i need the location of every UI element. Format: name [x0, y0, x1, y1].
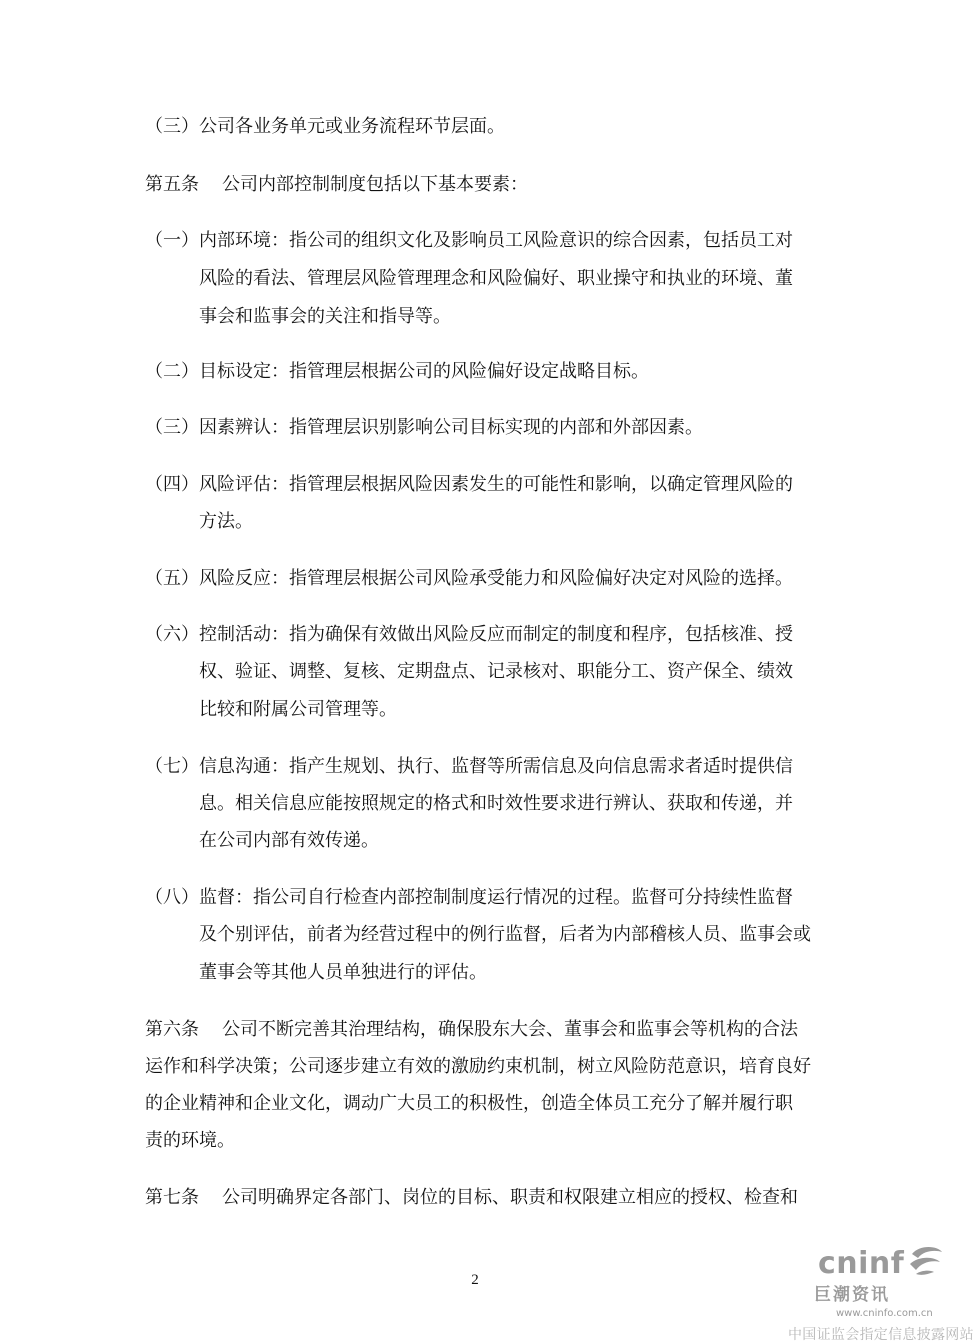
- cninfo-watermark: [778, 1240, 974, 1344]
- article-marker: 第五条: [145, 174, 199, 195]
- body-line: 在公司内部有效传递。: [199, 830, 379, 851]
- item-marker: （五）: [145, 568, 199, 589]
- article-marker: 第七条: [145, 1187, 199, 1208]
- body-line: 息。相关信息应能按照规定的格式和时效性要求进行辨认、获取和传递，并: [199, 793, 793, 814]
- watermark-logo-text: cninf: [818, 1246, 905, 1281]
- body-line: 内部环境：指公司的组织文化及影响员工风险意识的综合因素，包括员工对: [199, 230, 793, 251]
- body-line: 公司不断完善其治理结构，确保股东大会、董事会和监事会等机构的合法: [222, 1019, 798, 1040]
- item-marker: （二）: [145, 361, 199, 382]
- body-line: 公司内部控制制度包括以下基本要素：: [222, 174, 528, 195]
- body-line: 信息沟通：指产生规划、执行、监督等所需信息及向信息需求者适时提供信: [199, 756, 793, 777]
- body-line: 监督：指公司自行检查内部控制制度运行情况的过程。监督可分持续性监督: [199, 887, 793, 908]
- body-line: 风险反应：指管理层根据公司风险承受能力和风险偏好决定对风险的选择。: [199, 568, 793, 589]
- body-line: 权、验证、调整、复核、定期盘点、记录核对、职能分工、资产保全、绩效: [199, 661, 793, 682]
- watermark-url: www.cninfo.com.cn: [836, 1308, 933, 1319]
- body-line: 责的环境。: [145, 1130, 235, 1151]
- item-marker: （六）: [145, 624, 199, 645]
- item-marker: （三）: [145, 417, 199, 438]
- body-line: 比较和附属公司管理等。: [199, 699, 397, 720]
- body-line: 公司明确界定各部门、岗位的目标、职责和权限建立相应的授权、检查和: [222, 1187, 798, 1208]
- body-line: 风险的看法、管理层风险管理理念和风险偏好、职业操守和执业的环境、董: [199, 268, 793, 289]
- page-number: 2: [471, 1272, 479, 1288]
- body-line: 风险评估：指管理层根据风险因素发生的可能性和影响，以确定管理风险的: [199, 474, 793, 495]
- item-marker: （三）: [145, 116, 199, 137]
- body-line: 事会和监事会的关注和指导等。: [199, 306, 451, 327]
- item-marker: （一）: [145, 230, 199, 251]
- item-marker: （八）: [145, 887, 199, 908]
- body-line: 控制活动：指为确保有效做出风险反应而制定的制度和程序，包括核准、授: [199, 624, 793, 645]
- article-marker: 第六条: [145, 1019, 199, 1040]
- body-line: 的企业精神和企业文化，调动广大员工的积极性，创造全体员工充分了解并履行职: [145, 1093, 793, 1114]
- body-line: 董事会等其他人员单独进行的评估。: [199, 962, 487, 983]
- item-marker: （四）: [145, 474, 199, 495]
- body-line: 目标设定：指管理层根据公司的风险偏好设定战略目标。: [199, 361, 649, 382]
- item-marker: （七）: [145, 756, 199, 777]
- watermark-brand-cn: 巨潮资讯: [814, 1285, 890, 1305]
- cninfo-swirl-icon: [906, 1244, 946, 1278]
- body-line: 方法。: [199, 511, 253, 532]
- body-line: 因素辨认：指管理层识别影响公司目标实现的内部和外部因素。: [199, 417, 703, 438]
- body-line: 公司各业务单元或业务流程环节层面。: [199, 116, 505, 137]
- watermark-tagline: 中国证监会指定信息披露网站: [788, 1327, 974, 1343]
- body-line: 运作和科学决策；公司逐步建立有效的激励约束机制，树立风险防范意识，培育良好: [145, 1056, 811, 1077]
- body-line: 及个别评估，前者为经营过程中的例行监督，后者为内部稽核人员、监事会或: [199, 924, 811, 945]
